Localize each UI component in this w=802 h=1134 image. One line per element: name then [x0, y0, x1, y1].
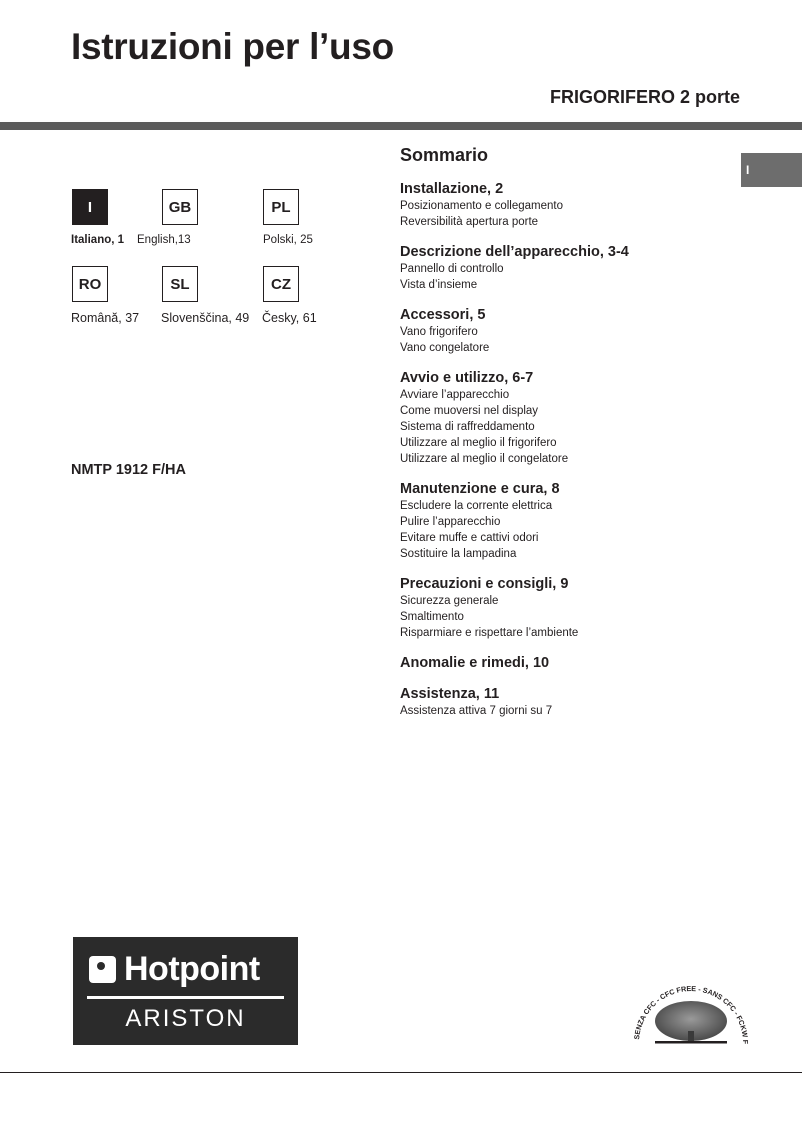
lang-box-cz[interactable]: CZ	[263, 266, 299, 302]
toc-section-assistenza	[400, 685, 730, 719]
lang-caption-sl: Slovenščina, 49	[161, 311, 250, 325]
toc-item[interactable]: Come muoversi nel display	[400, 405, 539, 417]
header-divider-bar	[0, 122, 802, 130]
toc-item[interactable]: Utilizzare al meglio il frigorifero	[400, 437, 557, 449]
logo-brand-name: Hotpoint	[124, 950, 260, 988]
language-side-tab: I	[741, 153, 802, 187]
table-of-contents	[400, 145, 730, 732]
lang-box-ro[interactable]: RO	[72, 266, 108, 302]
toc-title: Sommario	[400, 145, 489, 165]
footer-divider	[0, 1072, 802, 1073]
logo-sub-brand: ARISTON	[125, 1005, 246, 1032]
toc-heading[interactable]: Manutenzione e cura, 8	[400, 481, 560, 497]
toc-item[interactable]: Pannello di controllo	[400, 263, 504, 275]
toc-heading[interactable]: Accessori, 5	[400, 307, 486, 323]
toc-item[interactable]: Risparmiare e rispettare l’ambiente	[400, 627, 579, 639]
toc-heading[interactable]: Assistenza, 11	[400, 686, 500, 702]
lang-box-sl[interactable]: SL	[162, 266, 198, 302]
cfc-free-badge-graphic	[625, 975, 750, 1050]
toc-item[interactable]: Evitare muffe e cattivi odori	[400, 532, 539, 544]
lang-caption-cz: Česky, 61	[262, 311, 317, 325]
toc-heading[interactable]: Anomalie e rimedi, 10	[400, 655, 550, 671]
toc-heading[interactable]: Descrizione dell’apparecchio, 3-4	[400, 244, 629, 260]
lang-caption-ro: Română, 37	[71, 311, 140, 325]
toc-item[interactable]: Reversibilità apertura porte	[400, 216, 539, 228]
toc-section-anomalie	[400, 654, 730, 672]
toc-item[interactable]: Vano congelatore	[400, 342, 490, 354]
page-title: Istruzioni per l’uso	[71, 26, 394, 67]
lang-caption-it: Italiano, 1	[71, 234, 125, 246]
toc-item[interactable]: Vano frigorifero	[400, 326, 478, 338]
toc-item[interactable]: Smaltimento	[400, 611, 464, 623]
toc-item[interactable]: Vista d’insieme	[400, 279, 478, 291]
toc-item[interactable]: Assistenza attiva 7 giorni su 7	[400, 705, 553, 717]
lang-box-it[interactable]: I	[72, 189, 108, 225]
toc-item[interactable]: Posizionamento e collegamento	[400, 200, 564, 212]
toc-heading[interactable]: Precauzioni e consigli, 9	[400, 576, 569, 592]
toc-item[interactable]: Avviare l’apparecchio	[400, 389, 510, 401]
toc-section-avvio	[400, 369, 730, 467]
toc-heading[interactable]: Avvio e utilizzo, 6-7	[400, 370, 534, 386]
hotpoint-ariston-logo	[73, 937, 298, 1045]
toc-item[interactable]: Utilizzare al meglio il congelatore	[400, 453, 569, 465]
toc-item[interactable]: Pulire l’apparecchio	[400, 516, 501, 528]
lang-caption-pl: Polski, 25	[263, 234, 313, 246]
tree-icon	[655, 1001, 727, 1044]
toc-section-accessori	[400, 306, 730, 356]
logo-divider	[87, 996, 284, 999]
lang-caption-gb: English,13	[137, 234, 191, 246]
logo-brand	[89, 950, 260, 989]
cfc-free-badge	[625, 975, 750, 1050]
hotpoint-logo-icon	[89, 956, 116, 983]
toc-section-descrizione	[400, 243, 730, 293]
toc-item[interactable]: Sicurezza generale	[400, 595, 499, 607]
cfc-badge-text: SENZA CFC - CFC FREE - SANS CFC - FCKW F	[632, 983, 750, 1045]
toc-item[interactable]: Sostituire la lampadina	[400, 548, 517, 560]
toc-section-precauzioni	[400, 575, 730, 641]
toc-heading[interactable]: Installazione, 2	[400, 181, 504, 197]
lang-box-gb[interactable]: GB	[162, 189, 198, 225]
toc-section-installazione	[400, 180, 730, 230]
toc-item[interactable]: Sistema di raffreddamento	[400, 421, 535, 433]
product-subtitle: FRIGORIFERO 2 porte	[549, 87, 740, 107]
toc-section-manutenzione	[400, 480, 730, 562]
model-number: NMTP 1912 F/HA	[71, 462, 186, 478]
toc-item[interactable]: Escludere la corrente elettrica	[400, 500, 553, 512]
lang-box-pl[interactable]: PL	[263, 189, 299, 225]
